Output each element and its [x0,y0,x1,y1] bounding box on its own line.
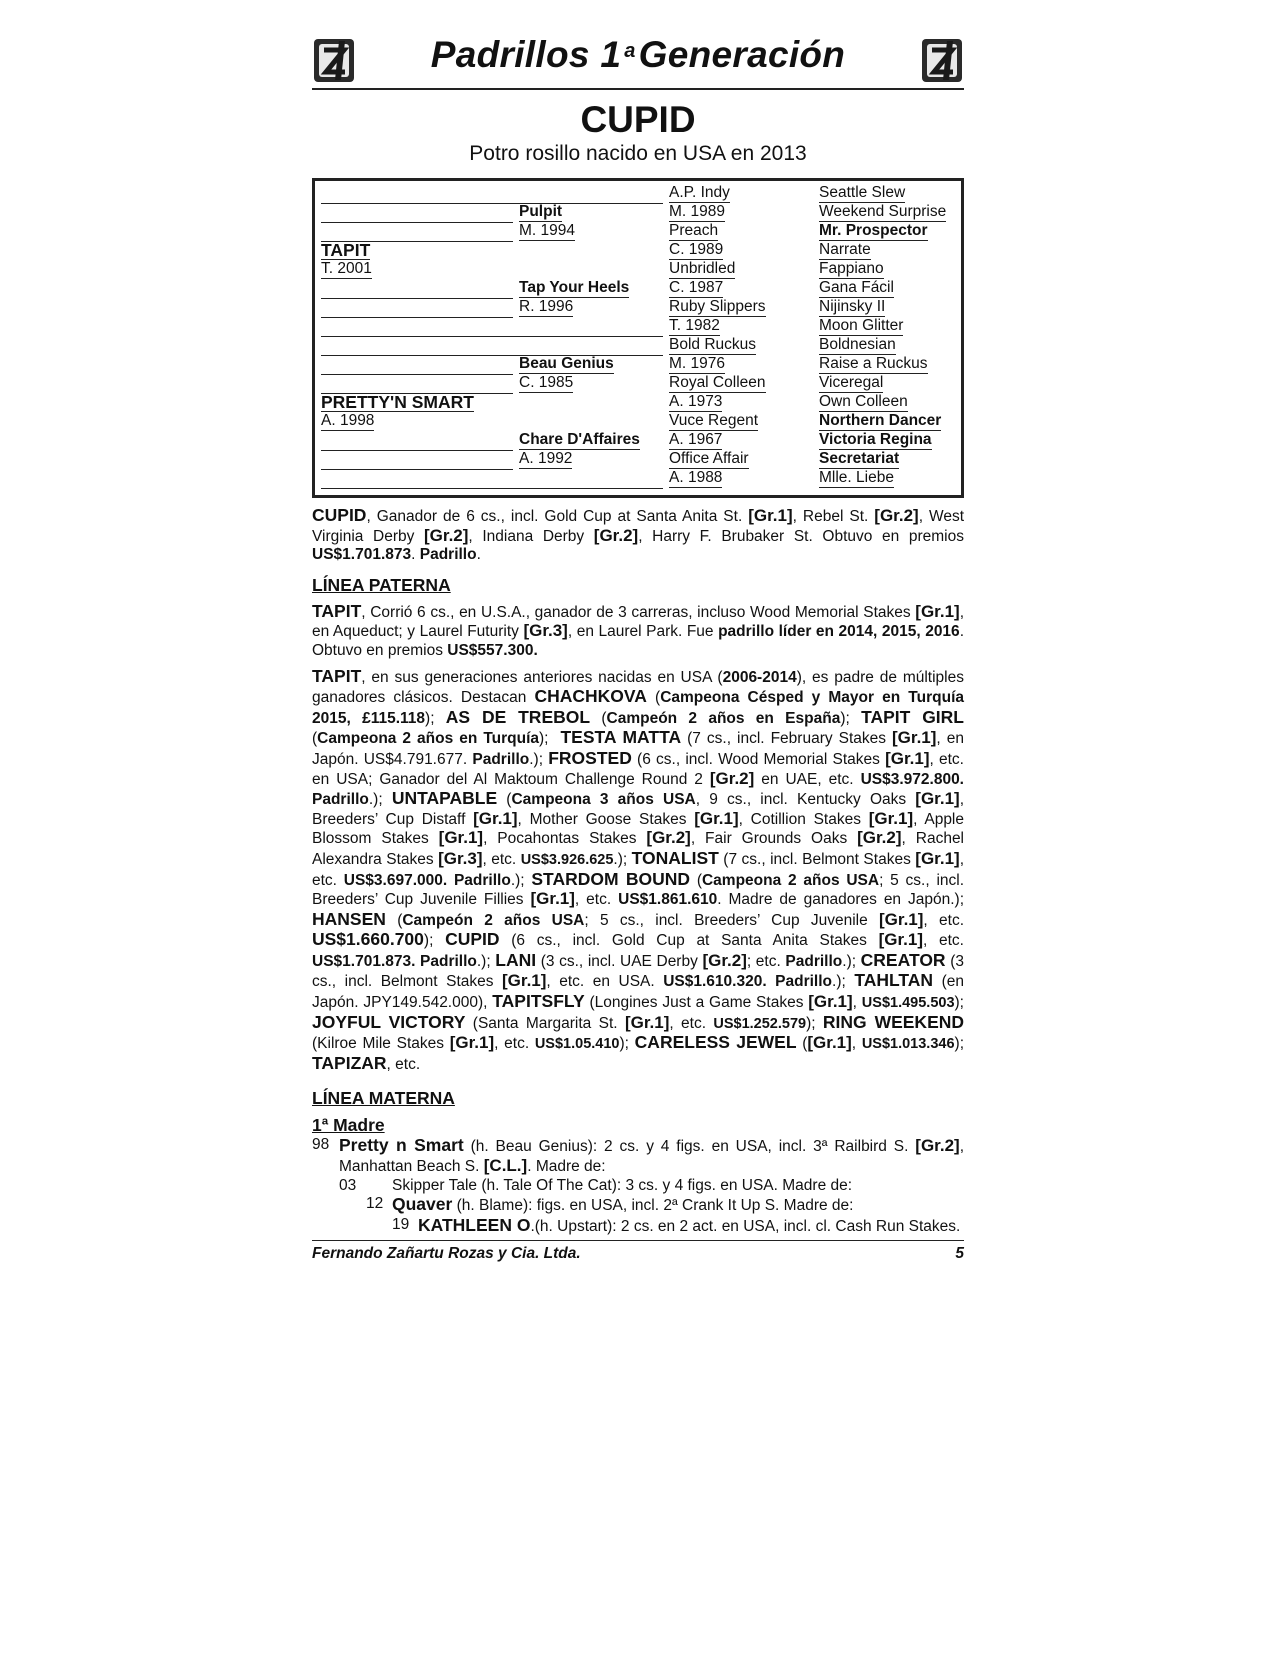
section-title-madre: 1ª Madre [312,1115,385,1136]
ped-g4: Boldnesian [819,336,896,353]
ped-g4: Fappiano [819,260,884,277]
ped-dd-info: A. 1992 [519,450,573,467]
family-item: 98 Pretty n Smart (h. Beau Genius): 2 cs. y 4 figs. en USA, incl. 3ª Railbird S. [Gr.2], Manhattan Beach S. [C.L.]. Madre de: [312,1135,964,1176]
ped-dam: PRETTY'N SMART [321,392,474,412]
page [312,32,964,1236]
ped-g4: Victoria Regina [819,431,932,448]
ped-sire: TAPIT [321,240,371,260]
horse-subtitle: Potro rosillo nacido en USA en 2013 [469,142,807,165]
ped-g3: Royal Colleen [669,374,766,391]
ped-g4: Secretariat [819,450,900,467]
footer-company: Fernando Zañartu Rozas y Cia. Ltda. [312,1245,581,1262]
page-header [312,32,964,90]
section-title-paterna: LÍNEA PATERNA [312,574,451,595]
sire-summary: TAPIT, Corrió 6 cs., en U.S.A., ganador de 3 carreras, incluso Wood Memorial Stakes [Gr.1], en Aqueduct; y Laurel Futurity [Gr.3], en Laurel Park. Fue padrillo líder en 2014, 2015, 2016. Obtuvo en premios US$557.300. [312,600,964,659]
family-item: 12 Quaver (h. Blame): figs. en USA, incl. 2ª Crank It Up S. Madre de: [366,1194,854,1215]
ped-g4: Mr. Prospector [819,222,928,239]
horse-summary: CUPID, Ganador de 6 cs., incl. Gold Cup at Santa Anita St. [Gr.1], Rebel St. [Gr.2], West Virginia Derby [Gr.2], Indiana Derby [Gr.2], Harry F. Brubaker St. Obtuvo en premios US$1.701.873. Padrillo. [312,505,965,564]
ped-g3: A. 1988 [669,469,723,486]
ped-g3: Bold Ruckus [669,336,757,353]
ped-g4: Gana Fácil [819,279,894,296]
ped-g4: Own Colleen [819,393,908,410]
ped-g4: Seattle Slew [819,184,906,201]
sire-progeny: TAPIT, en sus generaciones anteriores nacidas en USA (2006-2014), es padre de múltiples ganadores clásicos. Destacan CHACHKOVA (Campeona Césped y Mayor en Turquía 2015, £115.118); AS DE TREBOL (Campeón 2 años en España); TAPIT GIRL (Campeona 2 años en Turquía); TESTA MATTA (7 cs., incl. February Stakes [Gr.1], en Japón. US$4.791.677. Padrillo.); FROSTED (6 cs., incl. Wood Memorial Stakes [Gr.1], etc. en USA; Ganador del Al Maktoum Challenge Round 2 [Gr.2] en UAE, etc. US$3.972.800. Padrillo.); UNTAPABLE (Campeona 3 años USA, 9 cs., incl. Kentucky Oaks [Gr.1], Breeders’ Cup Distaff [Gr.1], Mother Goose Stakes [Gr.1], Cotillion Stakes [Gr.1], Apple Blossom Stakes [Gr.1], Pocahontas Stakes [Gr.2], Fair Grounds Oaks [Gr.2], Rachel Alexandra Stakes [Gr.3], etc. US$3.926.625.); TONALIST (7 cs., incl. Belmont Stakes [Gr.1], etc. US$3.697.000. Padrillo.); STARDOM BOUND (Campeona 2 años USA; 5 cs., incl. Breeders’ Cup Juvenile Fillies [Gr.1], etc. US$1.861.610. Madre de ganadores en Japón.); HANSEN (Campeón 2 años USA; 5 cs., incl. Breeders’ Cup Juvenile [Gr.1], etc. US$1.660.700); CUPID (6 cs., incl. Gold Cup at Santa Anita Stakes [Gr.1], etc. US$1.701.873. Padrillo.); LANI (3 cs., incl. UAE Derby [Gr.2]; etc. Padrillo.); CREATOR (3 cs., incl. Belmont Stakes [Gr.1], etc. en USA. US$1.610.320. Padrillo.); TAHLTAN (en Japón. JPY149.542.000), TAPITSFLY (Longines Just a Game Stakes [Gr.1], US$1.495.503); JOYFUL VICTORY (Santa Margarita St. [Gr.1], etc. US$1.252.579); RING WEEKEND (Kilroe Mile Stakes [Gr.1], etc. US$1.05.410); CARELESS JEWEL ([Gr.1], US$1.013.346); TAPIZAR, etc. [312,665,965,1073]
section-title-materna: LÍNEA MATERNA [312,1088,455,1109]
ped-g4: Weekend Surprise [819,203,947,220]
pedigree-table [312,178,964,498]
ped-ss: Pulpit [519,203,563,220]
ped-g4: Nijinsky II [819,298,886,315]
ped-g3: A. 1973 [669,393,723,410]
ped-g3: C. 1987 [669,279,724,296]
ped-g3: C. 1989 [669,241,724,258]
horse-name: CUPID [580,99,696,140]
ped-g3: Vuce Regent [669,412,759,429]
ped-g4: Northern Dancer [819,412,942,429]
ped-g3: M. 1989 [669,203,726,220]
ped-g4: Moon Glitter [819,317,904,334]
ped-g3: Preach [669,222,719,239]
ped-ss-info: M. 1994 [519,222,576,239]
ped-g4: Raise a Ruckus [819,355,928,372]
page-number: 5 [955,1245,964,1262]
ped-g4: Viceregal [819,374,884,391]
ped-dd: Chare D'Affaires [519,431,640,448]
ped-ds-info: C. 1985 [519,374,574,391]
ped-g3: Office Affair [669,450,749,467]
ped-ds: Beau Genius [519,355,614,372]
family-item: 03 Skipper Tale (h. Tale Of The Cat): 3 cs. y 4 figs. en USA. Madre de: [339,1176,853,1194]
ped-g3: A.P. Indy [669,184,730,201]
ped-g3: A. 1967 [669,431,723,448]
ped-dam-info: A. 1998 [321,412,375,429]
ped-g3: T. 1982 [669,317,720,334]
ped-g3: Unbridled [669,260,736,277]
family-item: 19 KATHLEEN O.(h. Upstart): 2 cs. en 2 act. en USA, incl. cl. Cash Run Stakes. [392,1214,961,1235]
ped-g3: Ruby Slippers [669,298,766,315]
ped-sire-info: T. 2001 [321,260,372,277]
ped-g3: M. 1976 [669,355,726,372]
logo-icon [920,36,964,84]
family-list [312,1136,964,1236]
ped-g4: Mlle. Liebe [819,469,894,486]
ped-sd: Tap Your Heels [519,279,630,296]
ped-sd-info: R. 1996 [519,298,574,315]
page-footer [312,1240,964,1263]
ped-g4: Narrate [819,241,871,258]
header-title: Padrillos 1 $^a$Generación [430,34,846,75]
